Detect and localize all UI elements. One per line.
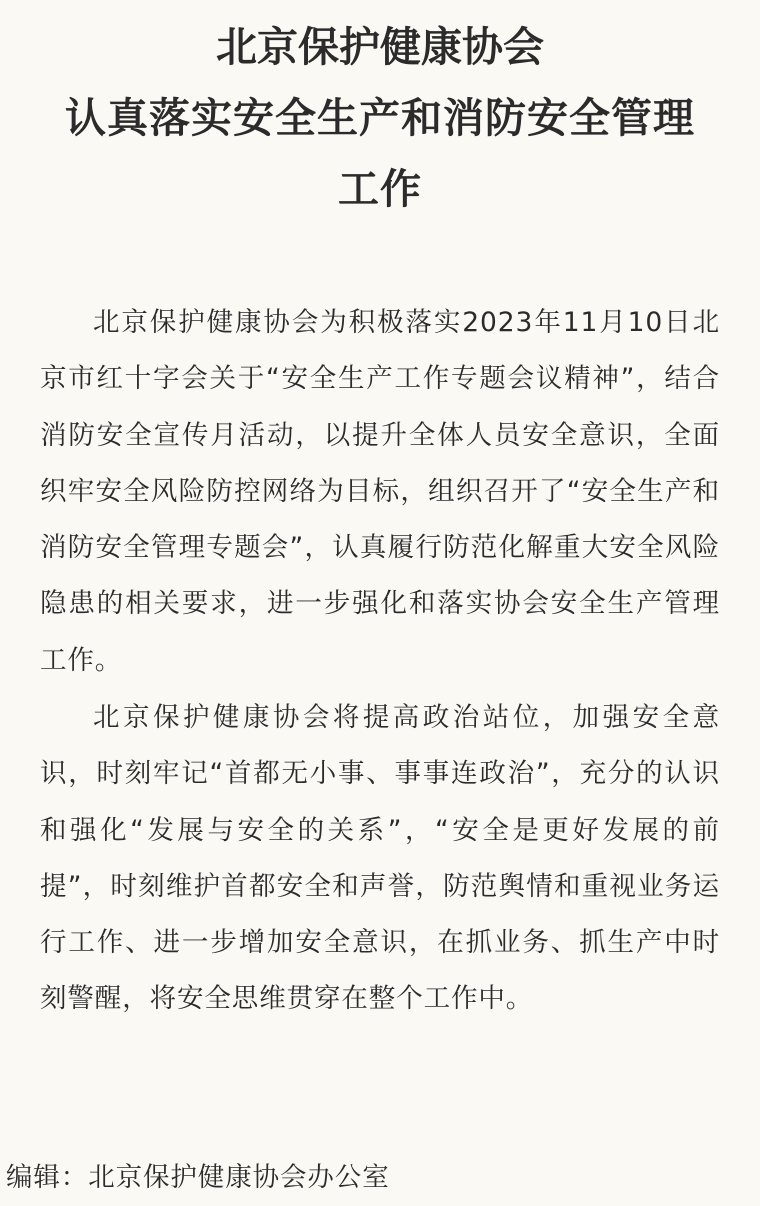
paragraph-2: 北京保护健康协会将提高政治站位，加强安全意识，时刻牢记“首都无小事、事事连政治”，充分的认识和强化“发展与安全的关系”，“安全是更好发展的前提”，时刻维护首都安全和声誉，防范舆情和重视业务运行工作、进一步增加安全意识，在抓业务、抓生产中时刻警醒，将安全思维贯穿在整个工作中。 bbox=[40, 702, 720, 1015]
title-line-2: 认真落实安全生产和消防安全管理 bbox=[65, 94, 695, 142]
title-line-1: 北京保护健康协会 bbox=[216, 23, 544, 71]
paragraph-1: 北京保护健康协会为积极落实2023年11月10日北京市红十字会关于“安全生产工作专题会议精神”，结合消防安全宣传月活动，以提升全体人员安全意识，全面织牢安全风险防控网络为目标，组织召开了“安全生产和消防安全管理专题会”，认真履行防范化解重大安全风险隐患的相关要求，进一步强化和落实协会安全生产管理工作。 bbox=[40, 307, 720, 676]
title-line-3: 工作 bbox=[338, 165, 422, 213]
editor-credit: 编辑：北京保护健康协会办公室 bbox=[6, 1162, 390, 1193]
article-title bbox=[0, 12, 760, 225]
